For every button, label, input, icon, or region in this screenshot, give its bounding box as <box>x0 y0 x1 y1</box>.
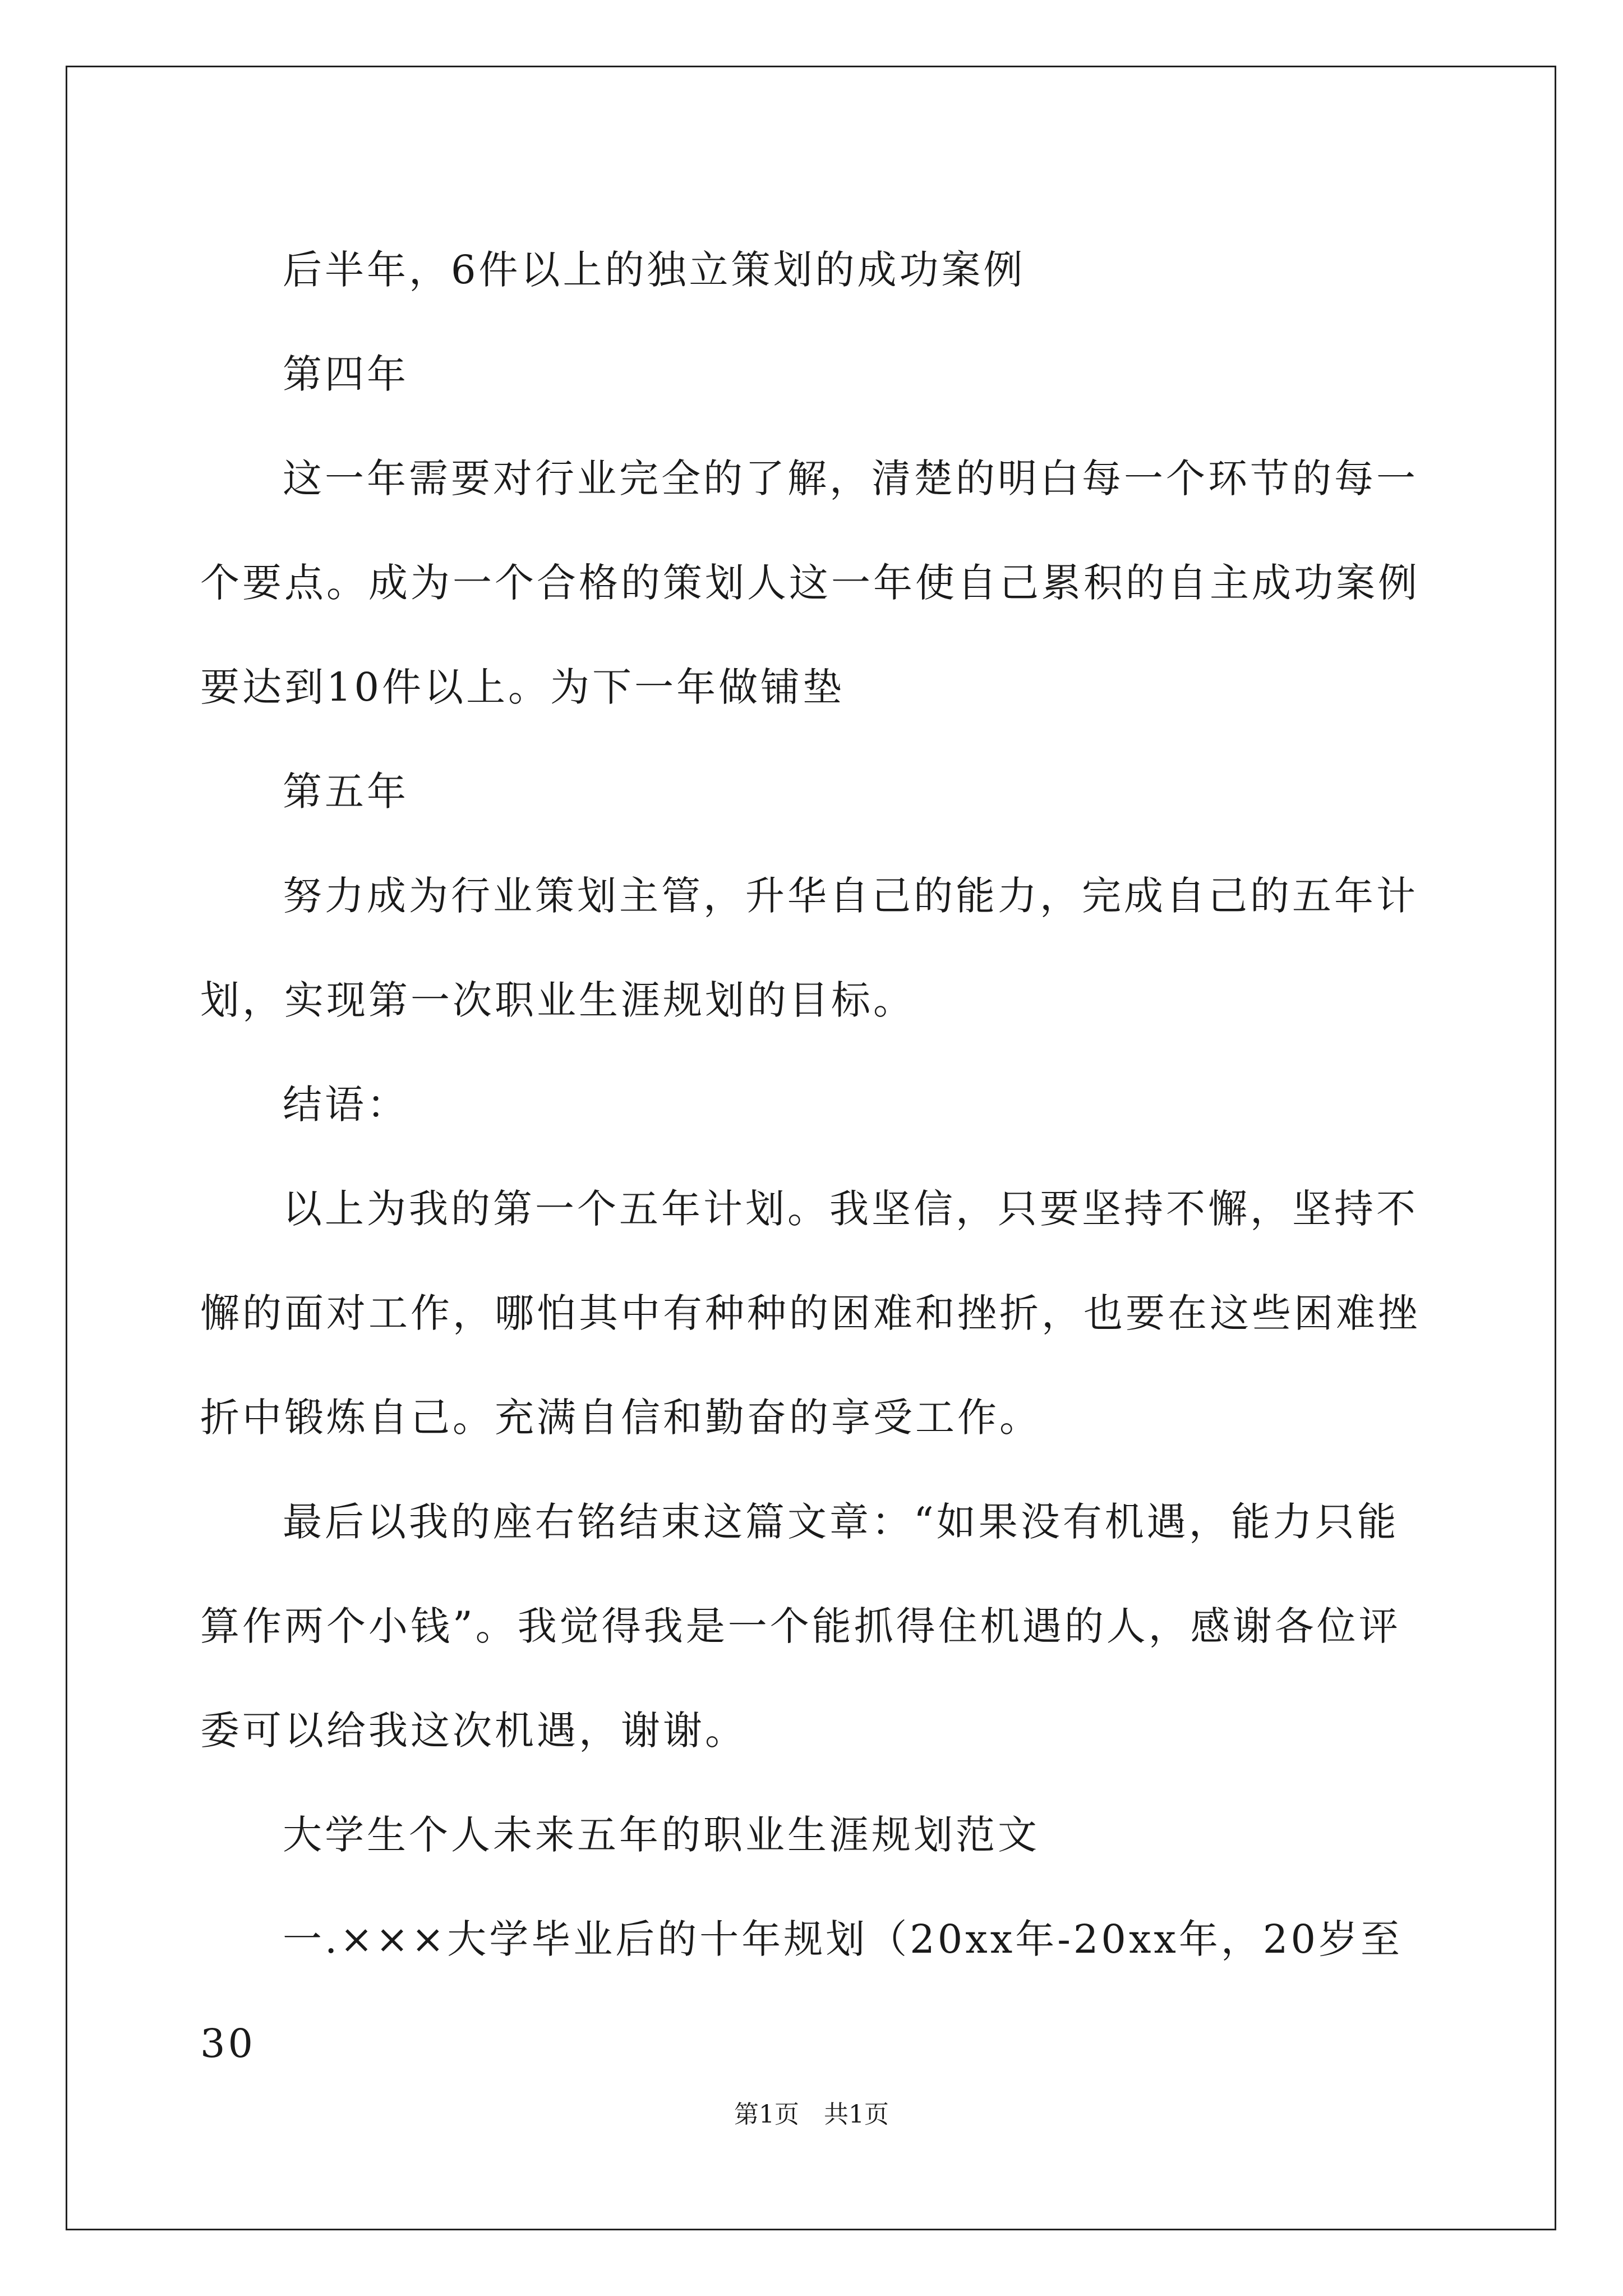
heading-sample-article: 大学生个人未来五年的职业生涯规划范文 <box>283 1812 1040 1858</box>
heading-year-five: 第五年 <box>283 769 409 815</box>
paragraph-year-five: 努力成为行业策划主管，升华自己的能力，完成自己的五年计划，实现第一次职业生涯规划的目标。 <box>200 873 1418 1023</box>
heading-conclusion: 结语： <box>283 1082 409 1128</box>
document-body <box>200 218 1434 2096</box>
page-footer: 第1页 共1页 <box>734 2100 889 2129</box>
paragraph-motto: 最后以我的座右铭结束这篇文章：“如果没有机遇，能力只能算作两个小钱”。我觉得我是一个能抓得住机遇的人，感谢各位评委可以给我这次机遇，谢谢。 <box>200 1499 1401 1754</box>
paragraph-conclusion: 以上为我的第一个五年计划。我坚信，只要坚持不懈，坚持不懈的面对工作，哪怕其中有种种的困难和挫折，也要在这些困难挫折中锻炼自己。充满自信和勤奋的享受工作。 <box>200 1186 1420 1441</box>
paragraph-case-count: 后半年，6件以上的独立策划的成功案例 <box>283 247 1026 293</box>
paragraph-ten-year-plan: 一.×××大学毕业后的十年规划（20xx年-20xx年，20岁至30 <box>200 1916 1403 2067</box>
paragraph-year-four: 这一年需要对行业完全的了解，清楚的明白每一个环节的每一个要点。成为一个合格的策划人这一年使自己累积的自主成功案例要达到10件以上。为下一年做铺垫 <box>200 455 1420 710</box>
heading-year-four: 第四年 <box>283 351 409 397</box>
